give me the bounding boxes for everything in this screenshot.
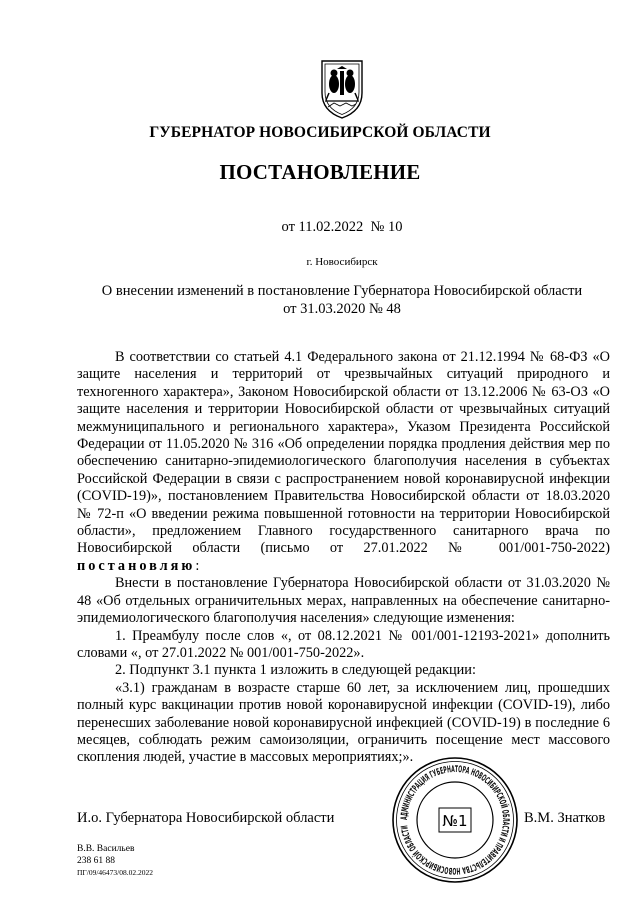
signatory-position: И.о. Губернатора Новосибирской области	[77, 810, 335, 826]
body-paragraph-new-wording: «3.1) гражданам в возрасте старше 60 лет, за исключением лиц, прошедших полный курс вакцинации против новой коронавирусной инфекции (COVID-19), либо перенесших заболевание новой коронавирусной инфекцией (COVID-19) в последние 6 месяцев, соблюдать режим самоизоляции, ограничить посещение мест массового скопления людей, участие в массовых мероприятиях;».	[77, 679, 610, 766]
document-subject	[72, 282, 612, 318]
coat-of-arms-icon	[314, 57, 370, 121]
executor-name: В.В. Васильев	[77, 844, 135, 854]
registration-number: ПГ/09/46473/08.02.2022	[77, 868, 154, 877]
preamble-end: :	[195, 557, 200, 574]
document-city: г. Новосибирск	[306, 256, 378, 268]
executor-info	[77, 843, 153, 879]
preamble-text: В соответствии со статьей 4.1 Федерального закона от 21.12.1994 № 68-ФЗ «О защите населения и территорий от чрезвычайных ситуаций природного и техногенного характера», Законом Новосибирской области от 13.12.2006 № 63-ОЗ «О защите населения и территории Новосибирской области от чрезвычайных ситуаций межмуниципального и регионального характера», Указом Президента Российской Федерации от 11.05.2020 № 316 «Об определении порядка продления действия мер по обеспечению санитарно-эпидемиологического благополучия населения в субъектах Российской Федерации в связи с распространением новой коронавирусной инфекции (COVID-19)», постановлением Правительства Новосибирской области от 18.03.2020 № 72-п «О введении режима повышенной готовности на территории Новосибирской области», предложением Главного государственного санитарного врача по Новосибирской области (письмо от 27.01.2022 № 001/001-750-2022)	[77, 349, 610, 557]
subject-line-2: от 31.03.2020 № 48	[283, 301, 401, 317]
stamp-ring-text: АДМИНИСТРАЦИЯ ГУБЕРНАТОРА НОВОСИБИРСКОЙ ОБЛАСТИ И ПРАВИТЕЛЬСТВА НОВОСИБИРСКОЙ ОБЛАСТИ	[398, 763, 512, 877]
stamp-number: №1	[442, 812, 468, 830]
subject-line-1: О внесении изменений в постановление Губернатора Новосибирской области	[101, 283, 583, 299]
document-body	[77, 349, 610, 767]
document-type: ПОСТАНОВЛЕНИЕ	[219, 160, 421, 184]
signatory-name: В.М. Знатков	[524, 810, 606, 826]
official-stamp	[390, 755, 520, 885]
body-paragraph-item-2: 2. Подпункт 3.1 пункта 1 изложить в следующей редакции:	[115, 662, 476, 679]
executor-phone: 238 61 88	[77, 856, 115, 866]
resolve-word: постановляю	[77, 557, 196, 574]
body-paragraph-amend: Внести в постановление Губернатора Новосибирской области от 31.03.2020 № 48 «Об отдельных ограничительных мерах, направленных на обеспечение санитарно-эпидемиологического благополучия населения» следующие изменения:	[77, 575, 610, 627]
governor-title: ГУБЕРНАТОР НОВОСИБИРСКОЙ ОБЛАСТИ	[149, 124, 491, 141]
document-date-number: от 11.02.2022 № 10	[281, 219, 403, 235]
body-paragraph-item-1: 1. Преамбулу после слов «, от 08.12.2021 № 001/001-12193-2021» дополнить словами «, от 27.01.2022 № 001/001-750-2022».	[77, 627, 610, 661]
body-paragraph-preamble	[77, 349, 610, 575]
